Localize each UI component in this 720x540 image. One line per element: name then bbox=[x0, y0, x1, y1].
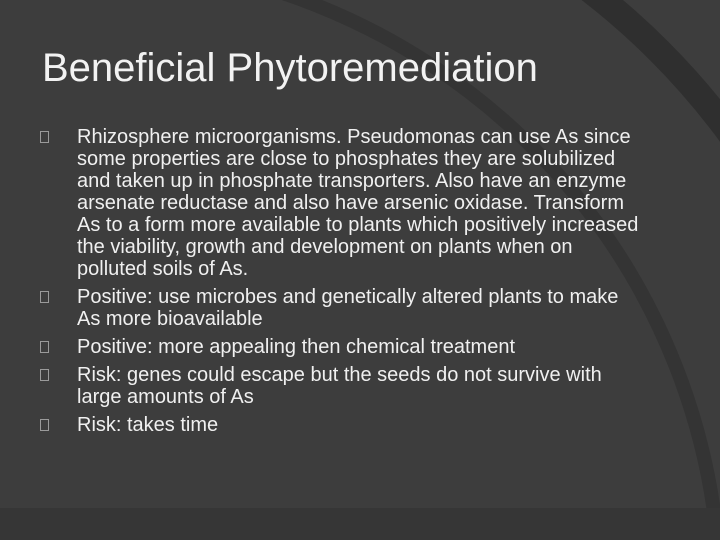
bullet-marker-icon bbox=[40, 131, 49, 143]
bullet-marker-icon bbox=[40, 291, 49, 303]
bullet-item bbox=[40, 336, 640, 358]
bullet-marker-icon bbox=[40, 419, 49, 431]
bullet-item bbox=[40, 414, 640, 436]
bullet-text: Rhizosphere microorganisms. Pseudomonas can use As since some properties are close to phosphates they are solubilized and taken up in phosphate transporters. Also have an enzyme arsenate reductase and also have arsenic oxidase. Transform As to a form more available to plants which positively increased the viability, growth and development on plants when on polluted soils of As. bbox=[77, 126, 639, 280]
bullet-list bbox=[40, 126, 640, 442]
bullet-marker-icon bbox=[40, 369, 49, 381]
bullet-text: Risk: takes time bbox=[77, 414, 219, 436]
bullet-item bbox=[40, 364, 640, 408]
bullet-text: Positive: more appealing then chemical treatment bbox=[77, 336, 516, 358]
slide-title: Beneficial Phytoremediation bbox=[42, 46, 538, 90]
bullet-marker-icon bbox=[40, 341, 49, 353]
bullet-text: Risk: genes could escape but the seeds do not survive with large amounts of As bbox=[77, 364, 602, 408]
bullet-item bbox=[40, 286, 640, 330]
background-bottom-band bbox=[0, 508, 720, 540]
bullet-item bbox=[40, 126, 640, 280]
bullet-text: Positive: use microbes and genetically altered plants to make As more bioavailable bbox=[77, 286, 619, 330]
